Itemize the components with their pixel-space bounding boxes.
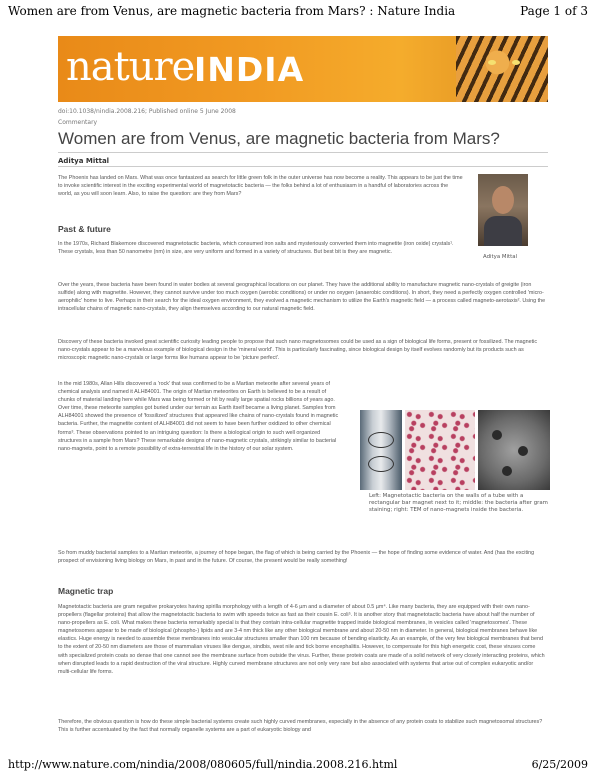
author-divider <box>58 166 548 167</box>
logo-nature: nature <box>66 44 195 90</box>
figure-caption: Left: Magnetotactic bacteria on the walls of a tube with a rectangular bar magnet next to it; middle: the bacteria after gram staining; right: TEM of nano-magnets inside the bacteria. <box>369 493 548 513</box>
paragraph: Therefore, the obvious question is how do these simple bacterial systems create such highly curved membranes, especially in the absence of any protein coats to stabilize such magnetosomal structures? This is further accentuated by the fact that normally organelle systems are a part of eukaryotic biology and <box>58 719 543 734</box>
author-photo <box>478 174 528 246</box>
print-footer-url[interactable]: http://www.nature.com/nindia/2008/080605/full/nindia.2008.216.html <box>8 758 398 771</box>
site-banner[interactable] <box>58 36 548 102</box>
figure-tem-image <box>478 410 550 490</box>
section-heading-magnetic-trap: Magnetic trap <box>58 586 114 596</box>
section-heading-past-future: Past & future <box>58 224 111 234</box>
author-photo-caption: Aditya Mittal <box>483 254 518 260</box>
print-header-title: Women are from Venus, are magnetic bacteria from Mars? : Nature India <box>8 4 456 18</box>
article-category: Commentary <box>58 119 98 126</box>
figure-tube-ring <box>368 432 394 448</box>
author-photo-body <box>484 216 522 246</box>
logo-india: INDIA <box>194 50 305 89</box>
tiger-banner-image <box>456 36 548 102</box>
title-divider <box>58 152 548 153</box>
figure-tube-ring <box>368 456 394 472</box>
paragraph: So from muddy bacterial samples to a Martian meteorite, a journey of hope began, the flag of which is being carried by the Phoenix — the hope of finding some evidence of water. And (has the exciting prospect of envisioning living biology on Mars, in past and in the future. Of course, the present would be really something! <box>58 550 535 565</box>
paragraph: Discovery of these bacteria invoked great scientific curiosity leading people to propose that such nano magnetosomes could be used as a sign of biological life forms, present or fossilized. The magnetic nano-crystals appear to be a marvelous example of biological design in the 'mineral world'. This is particularly fascinating, since biological design by itself evolves randomly but its products such as microscopic magnetic nano-crystals or large forms like humans appear to be 'picture perfect'. <box>58 339 538 362</box>
doi-line: doi:10.1038/nindia.2008.216; Published online 5 June 2008 <box>58 108 236 115</box>
paragraph: Magnetotactic bacteria are gram negative prokaryotes having spirilla morphology with a length of 4-6 µm and a diameter of about 0.5 µm⁴. Like many bacteria, they are equipped with their own nano-propellers (flagellar proteins) that allow the magnetotactic bacteria to swim with speeds twice as fast as their cousin E. coli⁵. It is another story that magnetotactic bacteria have about half the number of nano-propellers as E. coli. What makes these bacteria remarkably special is that they contain intra-cellular magnetite trapped inside biological membranes, in vesicles called 'magnetosomes'. These magnetosomes appear to be made of biological (phospho-) lipids and are 3-4 nm thick like any other biological membrane and about 20-50 nm in diameter. In general, biological membranes behave like elastics. Huge energy is needed to assemble these membranes into vesicular structures smaller than 100 nm because of bending elasticity. As an example, of the very few biological membranes that bend to the extent of 20-50 nm diameters are those of mammalian viruses like dengue, sindbis, west nile and tick borne encephalitis. However, to compensate for this high energetic cost, these viruses come with specialized protein coats so dense that one cannot see the membrane surface from outside the virus. Further, these protein coats are made of a solid network of very closely interacting proteins, which when disrupted leads to a rapid destruction of the viral structure. Highly curved membrane structures are not only very rare but also associated with systems that arise out of complex eukaryotic and/or multi-cellular life forms. <box>58 604 545 675</box>
article-title: Women are from Venus, are magnetic bacteria from Mars? <box>58 129 500 148</box>
author-photo-face <box>492 186 514 214</box>
paragraph: In the mid 1980s, Allan Hills discovered a 'rock' that was confirmed to be a Martian meteorite after several years of chemical analysis and named it ALH84001. The origin of Martian meteorites on Earth is believed to be a result of chunks of material landing here while Mars was being formed or hit by really large spatial rocks billions of years ago. Over time, these meteorite samples got buried under our terrain as Earth itself became a living planet. Samples from ALH84001 showed the presence of 'fossilized' structures that appeared like chains of nano-crystals found in magnetic bacteria. Further, the magnetite content of ALH84001 did not seem to have been further oxidized to other chemical forms³. These observations pointed to an intriguing question: Is there a biological origin to such well organized structures in a sample from Mars? These remarkable designs of nano-magnetic crystals, strikingly similar to bacterial nano-magnets, point to a remote possibility of extra-terrestrial life in the history of our solar system. <box>58 381 339 452</box>
print-header <box>8 4 588 20</box>
print-footer-date: 6/25/2009 <box>531 758 588 771</box>
figure-gram-stain-image <box>405 410 475 490</box>
intro-paragraph: The Phoenix has landed on Mars. What was once fantasized as search for little green folk in the outer universe has now become a reality. This appears to be just the time to invoke scientific interest in the exciting experimental world of magnetotactic bacteria — the folks behind a lot of enthusiasm in a handful of laboratories across the world, as you will soon learn. Also, to raise the question: are they from Mars? <box>58 175 463 198</box>
figure-tem-particle <box>492 430 502 440</box>
figure-tem-particle <box>518 446 528 456</box>
tiger-eye <box>488 60 496 65</box>
page-indicator: Page 1 of 3 <box>520 4 588 18</box>
paragraph: Over the years, these bacteria have been found in water bodies at several geographical locations on our planet. They have the additional ability to manufacture magnetic nano-crystals of greigite (iron sulfide) along with magnetite. However, they cannot survive under too much oxygen (aerobic conditions) or under no oxygen (anaerobic conditions). In short, they need a perfectly oxygen controlled 'micro-aerophilic' home to live. Perhaps in their search for the ideal oxygen environment, they evolved a magnetic mechanism to utilize the Earth's magnetic field — a process called magneto-aerotaxis². Using the intracellular chains of magnetic nano-crystals, they align themselves according to our natural magnetic field. <box>58 282 546 313</box>
figure-tube-image <box>360 410 402 490</box>
tiger-eye <box>512 60 520 65</box>
print-footer <box>8 758 588 772</box>
bacteria-figure <box>360 410 550 490</box>
article-author[interactable]: Aditya Mittal <box>58 157 110 165</box>
paragraph: In the 1970s, Richard Blakemore discovered magnetotactic bacteria, which consumed iron salts and mysteriously converted them into magnetite (iron oxide) crystals¹. These crystals, less than 50 nanometre (nm) in size, are very uniform and formed in a variety of structures. But best bit is they are magnetic. <box>58 241 454 256</box>
figure-tem-particle <box>502 466 512 476</box>
